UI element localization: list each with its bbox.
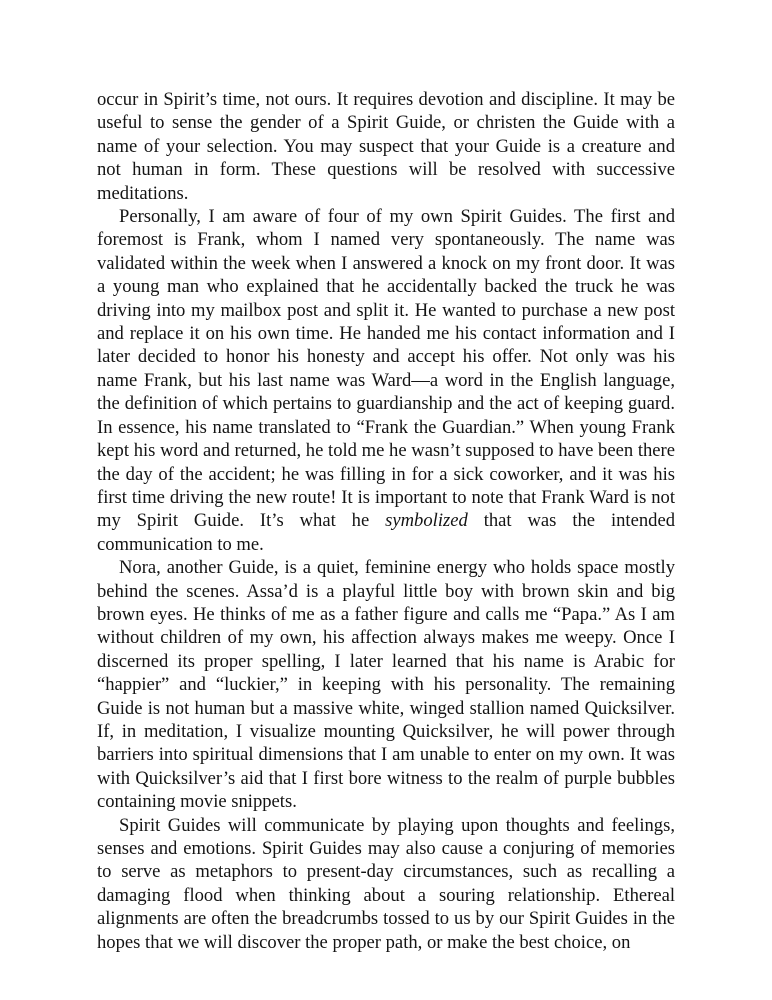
paragraph-text: occur in Spirit’s time, not ours. It requires devotion and discipline. It may be useful to sense the gender of a Spirit Guide, or christen the Guide with a name of your selection. You may suspect that your Guide is a creature and not human in form. These questions will be resolved with successive meditations.	[97, 89, 675, 204]
paragraph-spirit-guides-frank	[97, 205, 675, 556]
italic-emphasis: symbolized	[385, 510, 468, 532]
paragraph-text: Spirit Guides will communicate by playing upon thoughts and feelings, senses and emotions. Spirit Guides may also cause a conjuring of memories to serve as metaphors to present-day circumstances, such as recalling a damaging flood when thinking about a souring relationship. Ethereal alignments are often the breadcrumbs tossed to us by our Spirit Guides in the hopes that we will discover the proper path, or make the best choice, on	[97, 814, 675, 953]
book-page-body	[97, 88, 675, 954]
paragraph-text: Personally, I am aware of four of my own Spirit Guides. The first and foremost is Frank, whom I named very spontaneously. The name was validated within the week when I answered a knock on my front door. It was a young man who explained that he accidentally backed the truck he was driving into my mailbox post and split it. He wanted to purchase a new post and replace it on his own time. He handed me his contact information and I later decided to honor his honesty and accept his offer. Not only was his name Frank, but his last name was Ward—a word in the English language, the definition of which pertains to guardianship and the act of keeping guard. In essence, his name translated to “Frank the Guardian.” When young Frank kept his word and returned, he told me he wasn’t supposed to have been there the day of the accident; he was filling in for a sick coworker, and it was his first time driving the new route! It is important to note that Frank Ward is not my Spirit Guide. It’s what he	[97, 206, 675, 532]
paragraph-text: that was the intended communication to me.	[97, 510, 675, 555]
paragraph-communication	[97, 814, 675, 954]
paragraph-other-guides	[97, 556, 675, 813]
paragraph-text: Nora, another Guide, is a quiet, feminine energy who holds space mostly behind the scenes. Assa’d is a playful little boy with brown skin and big brown eyes. He thinks of me as a father figure and calls me “Papa.” As I am without children of my own, his affection always makes me weepy. Once I discerned its proper spelling, I later learned that his name is Arabic for “happier” and “luckier,” in keeping with his personality. The remaining Guide is not human but a massive white, winged stallion named Quicksilver. If, in meditation, I visualize mounting Quicksilver, he will power through barriers into spiritual dimensions that I am unable to enter on my own. It was with Quicksilver’s aid that I first bore witness to the realm of purple bubbles containing movie snippets.	[97, 557, 675, 813]
paragraph-continuation	[97, 88, 675, 205]
